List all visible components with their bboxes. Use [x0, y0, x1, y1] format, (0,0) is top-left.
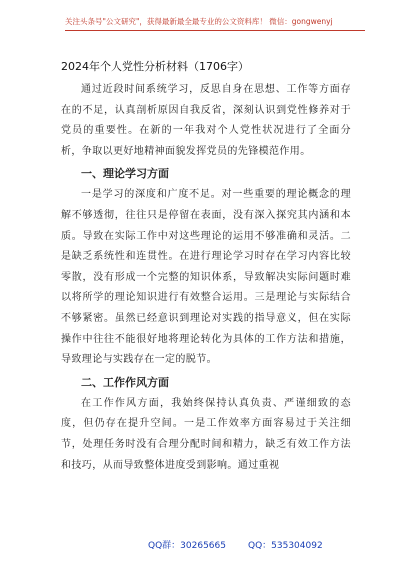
section-body-work-style: 在工作作风方面，我始终保持认真负责、严谨细致的态度，但仍存在提升空间。一是工作效率方面容易过于关注细节，处理任务时没有合理分配时间和精力，缺乏有效工作方法和技巧，从而导致整体进度受到影响。通过重视	[61, 397, 351, 471]
intro-paragraph: 通过近段时间系统学习，反思自身在思想、工作等方面存在的不足，认真剖析原因自我反省，深刻认识到党性修养对于党员的重要性。在新的一年我对个人党性状况进行了全面分析，争取以更好地精神面貌发挥党员的先锋模范作用。	[61, 84, 351, 157]
qq-group-number: QQ群：30265665	[148, 541, 226, 551]
section-body-theory: 一是学习的深度和广度不足。对一些重要的理论概念的理解不够透彻，往往只是停留在表面，没有深入探究其内涵和本质。导致在实际工作中对这些理论的运用不够准确和灵活。二是缺乏系统性和连贯性。在进行理论学习时存在学习内容比较零散，没有形成一个完整的知识体系，导致解决实际问题时难以将所学的理论知识进行有效整合运用。三是理论与实际结合不够紧密。虽然已经意识到理论对实践的指导意义，但在实际操作中往往不能很好地将理论转化为具体的工作方法和措施，导致理论与实践存在一定的脱节。	[61, 189, 351, 366]
document-title: 2024年个人党性分析材料（1706字）	[61, 60, 249, 73]
qq-number: QQ：535304092	[247, 541, 323, 551]
document-body	[61, 80, 351, 476]
page-footer	[148, 538, 323, 551]
section-heading-work-style: 二、工作作风方面	[81, 375, 169, 389]
header-banner: 关注头条号"公文研究"，获得最新最全最专业的公文资料库！ 微信：gongwenyj	[65, 16, 365, 31]
section-heading-theory: 一、理论学习方面	[81, 167, 169, 181]
